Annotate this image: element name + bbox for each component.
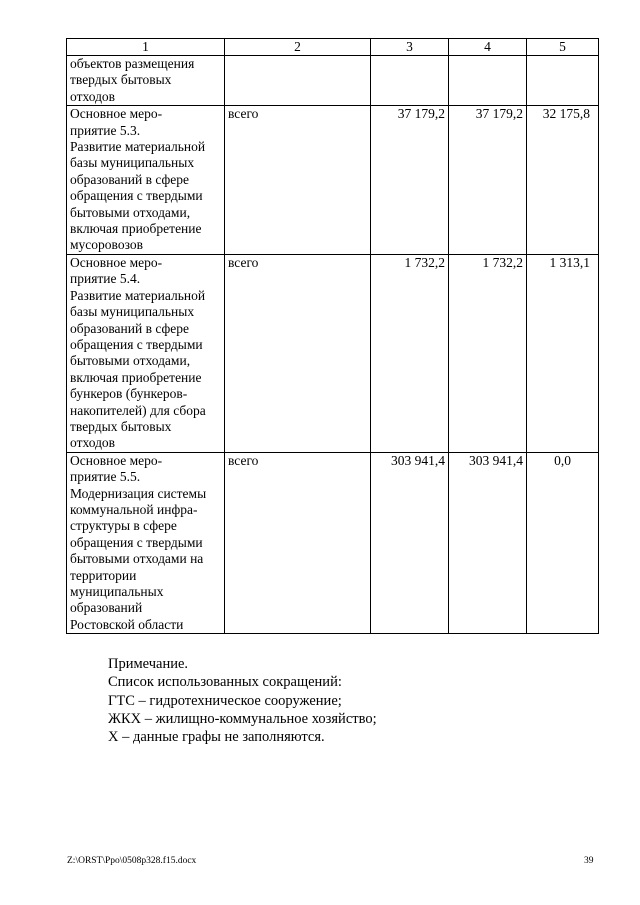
note-title: Примечание. [108,656,189,672]
row-name-line: включая приобретение [70,221,202,237]
row-value-col4: 37 179,2 [449,106,527,255]
row-name-line: обращения с твердыми [70,188,203,204]
row-name-line: Основное меро- [70,452,163,468]
row-name-line: приятие 5.4. [70,271,141,287]
row-name-line: базы муниципальных [70,155,195,171]
row-value-col5: 0,0 [527,452,599,633]
row-value-col3: 37 179,2 [371,106,449,255]
row-name-line: твердых бытовых [70,72,172,88]
column-header-3: 3 [371,39,449,56]
note-block [108,655,377,746]
row-name-line: базы муниципальных [70,304,195,320]
row-name-cell [67,56,225,106]
row-name-line: твердых бытовых [70,418,172,434]
row-name-line: Основное меро- [70,254,163,270]
column-header-5: 5 [527,39,599,56]
table-row-measure-5-3 [67,106,599,255]
row-name-line: образований [70,600,143,616]
abbreviation-item: ГТС – гидротехническое сооружение; [108,692,342,709]
row-name-line: Ростовской области [70,616,184,632]
row-name-line: приятие 5.3. [70,122,141,138]
row-kind-cell: всего [225,106,371,255]
row-name-line: образований в сфере [70,320,189,336]
row-value-col5: 32 175,8 [527,106,599,255]
row-name-line: Развитие материальной [70,139,206,155]
row-name-line: бытовыми отходами на [70,551,204,567]
page-number: 39 [584,856,594,866]
row-name-line: территории [70,567,137,583]
row-value-col4: 1 732,2 [449,254,527,452]
row-value-col3: 1 732,2 [371,254,449,452]
row-name-line: приятие 5.5. [70,469,141,485]
row-kind-cell [225,56,371,106]
row-kind-cell: всего [225,452,371,633]
row-kind-cell: всего [225,254,371,452]
row-name-line: мусоровозов [70,237,143,253]
column-header-2: 2 [225,39,371,56]
row-name-line: бункеров (бункеров- [70,386,188,402]
abbreviation-item: ЖКХ – жилищно-коммунальное хозяйство; [108,710,377,727]
table-row-continuation [67,56,599,106]
row-name-line: обращения с твердыми [70,534,203,550]
row-name-cell [67,254,225,452]
row-value-col5: 1 313,1 [527,254,599,452]
row-value-col5 [527,56,599,106]
row-name-line: бытовыми отходами, [70,353,191,369]
row-value-col4 [449,56,527,106]
row-value-col3: 303 941,4 [371,452,449,633]
program-table [66,38,599,634]
row-name-line: коммунальной инфра- [70,501,198,517]
footer-file-path: Z:\ORST\Ppo\0508p328.f15.docx [67,856,197,866]
row-name-line: отходов [70,435,116,451]
table-header-row [67,39,599,56]
row-name-line: бытовыми отходами, [70,204,191,220]
row-name-line: Модернизация системы [70,485,207,501]
row-value-col4: 303 941,4 [449,452,527,633]
table-row-measure-5-5 [67,452,599,633]
table-row-measure-5-4 [67,254,599,452]
row-name-line: Развитие материальной [70,287,206,303]
row-value-col3 [371,56,449,106]
row-name-line: образований в сфере [70,171,189,187]
column-header-4: 4 [449,39,527,56]
row-name-line: Основное меро- [70,106,163,122]
row-name-line: муниципальных [70,584,164,599]
column-header-1: 1 [67,39,225,56]
row-name-line: отходов [70,88,116,104]
row-name-line: накопителей) для сбора [70,402,206,418]
row-name-line: обращения с твердыми [70,336,203,352]
row-name-line: структуры в сфере [70,518,177,534]
abbreviations-title: Список использованных сокращений: [108,674,342,691]
abbreviation-item: Х – данные графы не заполняются. [108,729,325,746]
row-name-line: объектов размещения [70,56,195,71]
row-name-line: включая приобретение [70,369,202,385]
row-name-cell [67,106,225,255]
row-name-cell [67,452,225,633]
